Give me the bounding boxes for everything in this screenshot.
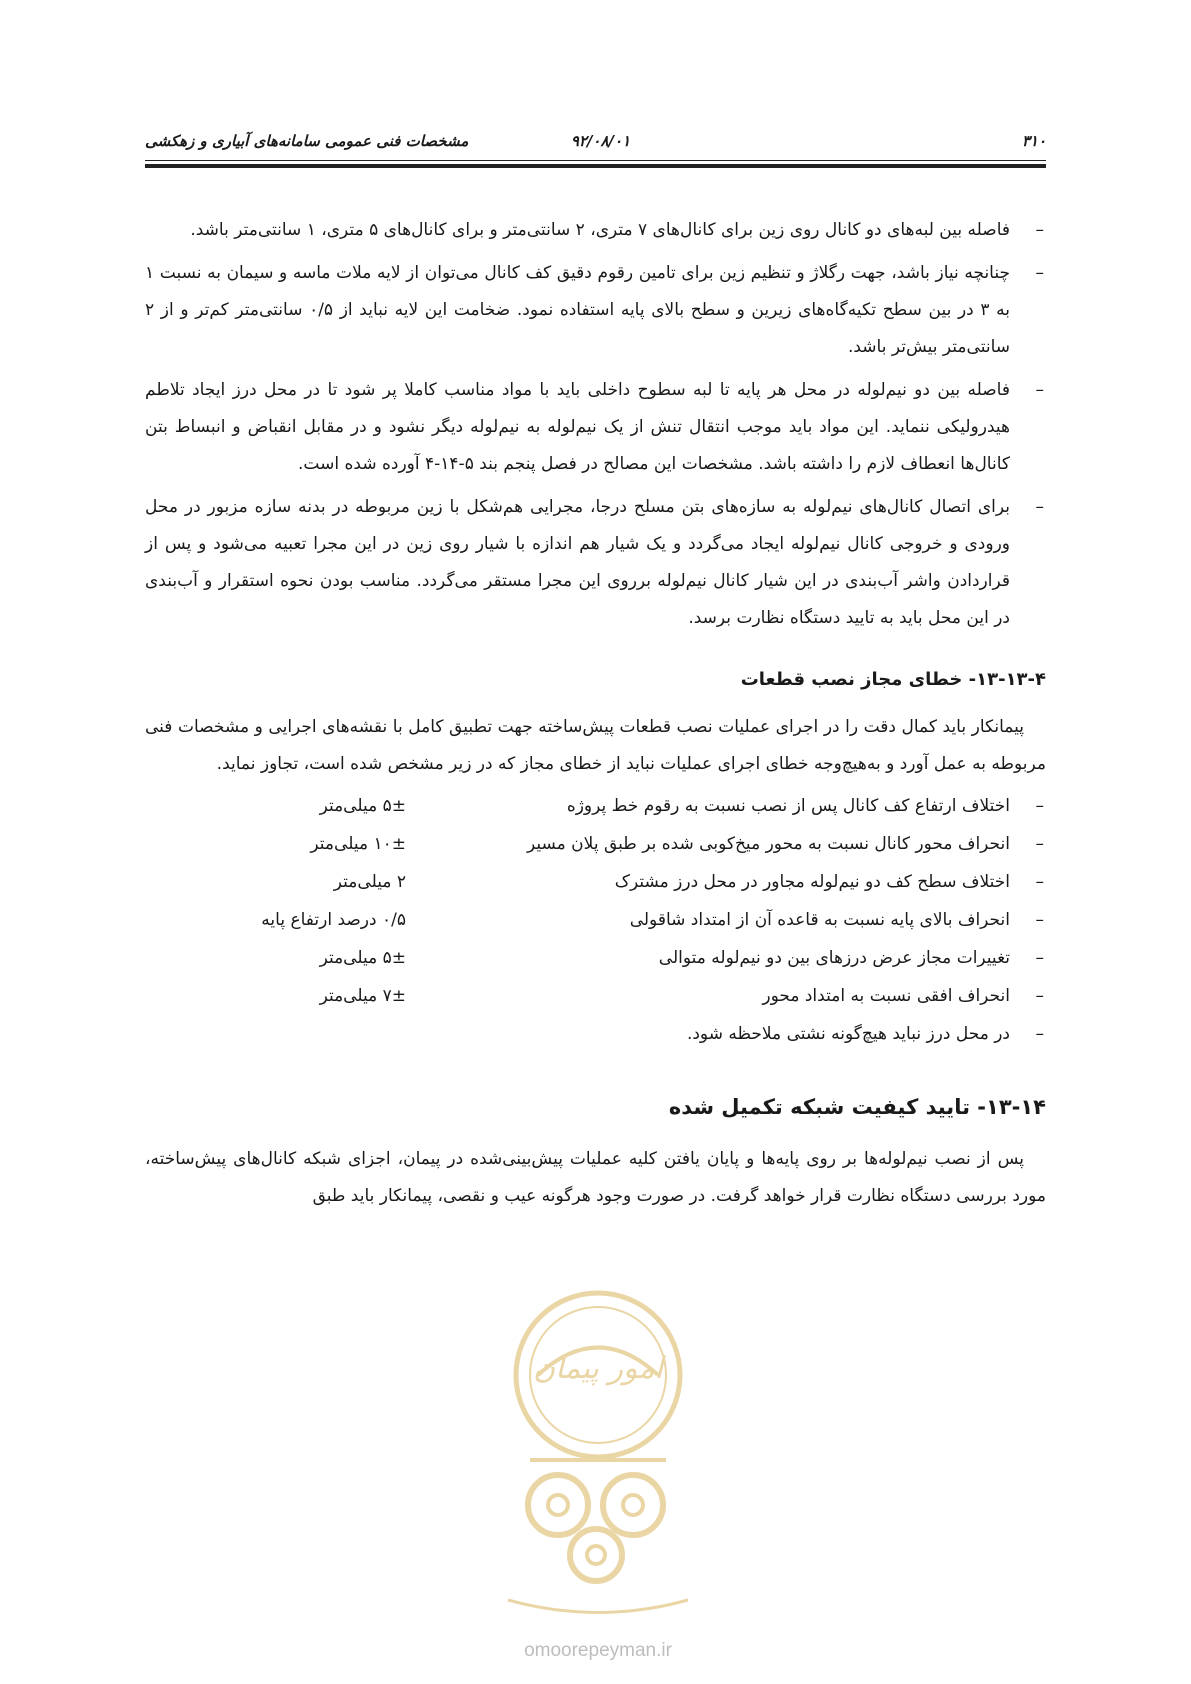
tolerance-row — [145, 863, 1046, 901]
tolerance-item: انحراف بالای پایه نسبت به قاعده آن از امتداد شاقولی — [629, 910, 1010, 930]
page-number: ۳۱۰ — [1021, 132, 1046, 150]
tolerance-value: ۵± میلی‌متر — [319, 796, 406, 816]
section-paragraph: پیمانکار باید کمال دقت را در اجرای عملیات نصب قطعات پیش‌ساخته جهت تطبیق کامل با نقشه‌های اجرایی و مشخصات فنی مربوطه به عمل آورد و به‌هیچ‌وجه خطای اجرای عملیات نباید از خطای مجاز که در زیر مشخص شده است، تجاوز نماید. — [145, 717, 1046, 774]
tolerance-row — [145, 1015, 1046, 1053]
header-rule-thin — [145, 160, 1046, 161]
tolerance-row — [145, 977, 1046, 1015]
section-paragraph: پس از نصب نیم‌لوله‌ها بر روی پایه‌ها و پایان یافتن کلیه عملیات پیش‌بینی‌شده در پیمان، اجزای شبکه کانال‌های پیش‌ساخته، مورد بررسی دستگاه نظارت قرار خواهد گرفت. در صورت وجود هرگونه عیب و نقصی، پیمانکار باید طبق — [145, 1149, 1046, 1206]
list-item — [145, 372, 1046, 483]
tolerance-value: ۵± میلی‌متر — [319, 948, 406, 968]
list-item-text: برای اتصال کانال‌های نیم‌لوله به سازه‌های بتن مسلح درجا، مجرایی هم‌شکل با زین مربوطه در بدنه سازه مزبور در محل ورودی و خروجی کانال نیم‌لوله ایجاد می‌گردد و یک شیار هم اندازه با شیار روی زین در این مجرا تعبیه می‌شود و پس از قراردادن واشر آب‌بندی در این شیار کانال نیم‌لوله برروی این مجرا مستقر می‌گردد. مناسب بودن نحوه استقرار و آب‌بندی در این محل باید به تایید دستگاه نظارت برسد. — [145, 497, 1010, 628]
tolerance-item: اختلاف ارتفاع کف کانال پس از نصب نسبت به رقوم خط پروژه — [566, 796, 1010, 816]
list-item — [145, 255, 1046, 366]
bullet-dash: – — [1035, 1024, 1044, 1044]
watermark-text: امور پیمان — [533, 1351, 663, 1386]
bullet-dash: – — [1035, 986, 1044, 1006]
list-item-text: چنانچه نیاز باشد، جهت رگلاژ و تنظیم زین برای تامین رقوم دقیق کف کانال می‌توان از لایه ملات ماسه و سیمان به نسبت ۱ به ۳ در بین سطح تکیه‌گاه‌های زیرین و سطح بالای پایه استفاده نمود. ضخامت این لایه نباید از ۰/۵ سانتی‌متر کم‌تر و از ۲ سانتی‌متر بیش‌تر باشد. — [145, 263, 1011, 357]
page-header — [145, 124, 1046, 160]
list-item — [145, 212, 1046, 249]
watermark-url: omoorepeyman.ir — [524, 1640, 672, 1661]
section-heading: ۱۳-۱۳-۴- خطای مجاز نصب قطعات — [740, 669, 1046, 690]
tolerance-row — [145, 901, 1046, 939]
tolerance-value: ۲ میلی‌متر — [333, 872, 406, 892]
tolerance-row — [145, 939, 1046, 977]
tolerance-item: تغییرات مجاز عرض درزهای بین دو نیم‌لوله متوالی — [658, 948, 1010, 968]
bullet-dash: – — [1035, 948, 1044, 968]
tolerance-list — [145, 787, 1046, 1053]
bullet-dash: – — [1035, 497, 1044, 517]
bullet-dash: – — [1035, 872, 1044, 892]
bullet-dash: – — [1035, 834, 1044, 854]
list-item-text: فاصله بین دو نیم‌لوله در محل هر پایه تا لبه سطوح داخلی باید با مواد مناسب کاملا پر شود تا در محل درز ایجاد تلاطم هیدرولیکی ننماید. این مواد باید موجب انتقال تنش از یک نیم‌لوله به نیم‌لوله دیگر نشود و در مقابل انقباض و انبساط بتن کانال‌ها انعطاف لازم را داشته باشد. مشخصات این مصالح در فصل پنجم بند ۵-۱۴-۴ آورده شده است. — [145, 380, 1010, 474]
section-heading-main: ۱۳-۱۴- تایید کیفیت شبکه تکمیل شده — [668, 1095, 1046, 1119]
page-content — [145, 212, 1046, 1215]
tolerance-item: انحراف محور کانال نسبت به محور میخ‌کوبی شده بر طبق پلان مسیر — [527, 834, 1010, 854]
tolerance-row — [145, 825, 1046, 863]
list-item-text: فاصله بین لبه‌های دو کانال روی زین برای کانال‌های ۷ متری، ۲ سانتی‌متر و برای کانال‌های ۵ متری، ۱ سانتی‌متر باشد. — [190, 220, 1010, 240]
tolerance-value: ۰/۵ درصد ارتفاع پایه — [261, 910, 406, 930]
tolerance-row — [145, 787, 1046, 825]
bullet-dash: – — [1035, 220, 1044, 240]
bullet-dash: – — [1035, 263, 1044, 283]
bullet-dash: – — [1035, 796, 1044, 816]
tolerance-item: در محل درز نباید هیچ‌گونه نشتی ملاحظه شود. — [686, 1024, 1010, 1044]
tolerance-item: اختلاف سطح کف دو نیم‌لوله مجاور در محل درز مشترک — [614, 872, 1010, 892]
bullet-dash: – — [1035, 910, 1044, 930]
tolerance-value: ۷± میلی‌متر — [319, 986, 406, 1006]
tolerance-value: ۱۰± میلی‌متر — [310, 834, 406, 854]
bullet-dash: – — [1035, 380, 1044, 400]
header-date: ۹۲/۰۸/۰۱ — [570, 132, 631, 150]
tolerance-item: انحراف افقی نسبت به امتداد محور — [762, 986, 1010, 1006]
watermark-seal — [468, 1280, 728, 1620]
header-title: مشخصات فنی عمومی سامانه‌های آبیاری و زهکشی — [145, 132, 469, 150]
header-rule-thick — [145, 164, 1046, 168]
list-item — [145, 489, 1046, 637]
